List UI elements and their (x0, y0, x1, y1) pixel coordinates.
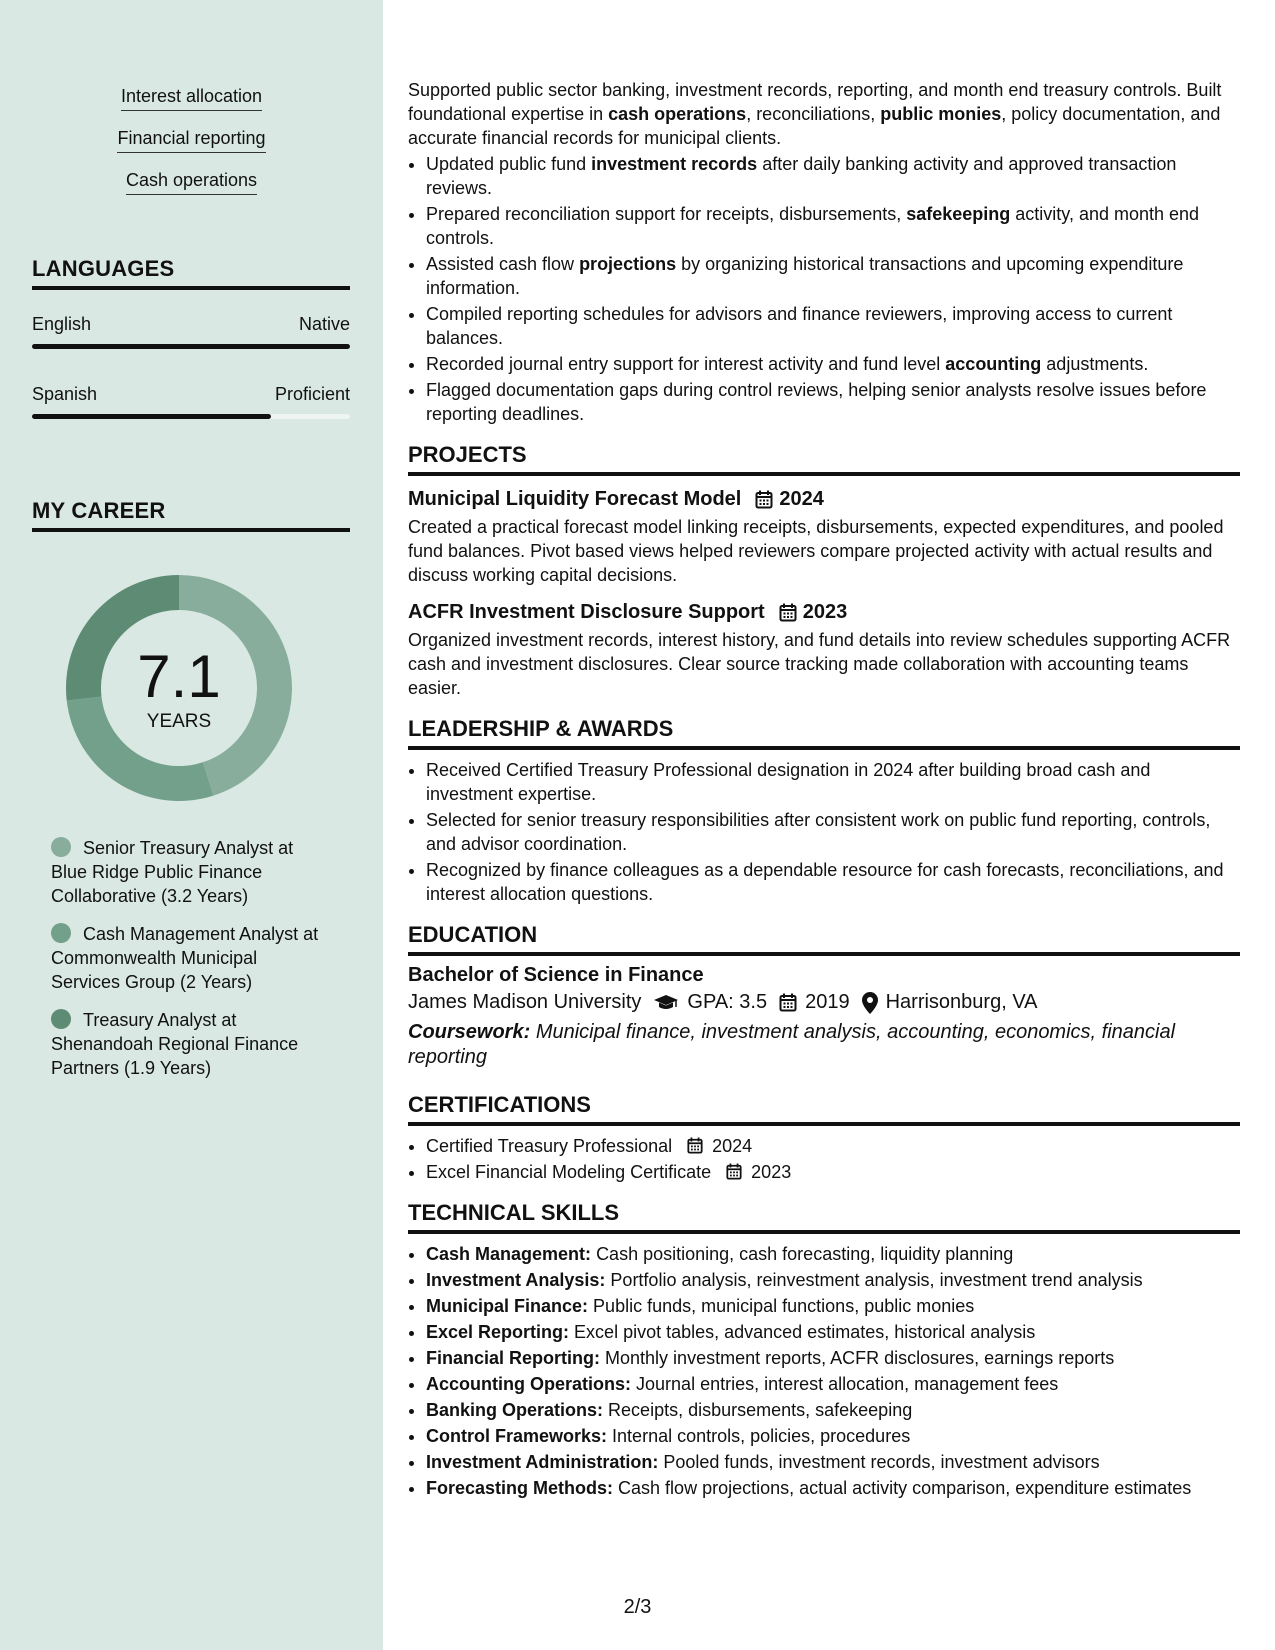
degree-title: Bachelor of Science in Finance (408, 964, 704, 986)
skill-item (426, 1242, 1240, 1266)
career-item-text: Cash Management Analyst at Commonwealth Municipal Services Group (2 Years) (51, 924, 319, 992)
skill-item (426, 1398, 1240, 1422)
project-description: Organized investment records, interest history, and fund details into review schedules supporting ACFR cash and investment disclosures. Clear source tracking made collaboration with accounting teams easier. (408, 630, 1231, 698)
skill-value: Public funds, municipal functions, public monies (593, 1296, 975, 1316)
skill-label: Municipal Finance: (426, 1296, 589, 1316)
calendar-icon (779, 603, 797, 622)
language-name: English (32, 314, 92, 334)
project-year: 2023 (802, 601, 848, 623)
legend-dot (51, 923, 71, 943)
main-content (408, 78, 1240, 1502)
skill-item (426, 1294, 1240, 1318)
location-pin-icon (862, 992, 878, 1014)
skill-value: Pooled funds, investment records, investment advisors (663, 1452, 1100, 1472)
project-year: 2024 (779, 488, 824, 510)
list-item: • Flagged documentation gaps during control reviews, helping senior analysts resolve issues before reporting deadlines. (426, 378, 1240, 426)
project-title: Municipal Liquidity Forecast Model (408, 488, 742, 510)
skill-item (426, 1320, 1240, 1344)
list-item: • Recorded journal entry support for interest activity and fund level accounting adjustments. (426, 352, 1240, 376)
list-item: • Updated public fund investment records after daily banking activity and approved transaction reviews. (426, 152, 1240, 200)
skill-label: Financial Reporting: (426, 1348, 601, 1368)
calendar-icon (726, 1163, 742, 1180)
skill-item (426, 1450, 1240, 1474)
skill-value: Excel pivot tables, advanced estimates, historical analysis (574, 1322, 1036, 1342)
technical-skills-heading: TECHNICAL SKILLS (408, 1200, 1240, 1234)
skill-tags (0, 86, 383, 212)
page-number: 2/3 (623, 1596, 652, 1618)
career-item (51, 1008, 331, 1080)
skill-tag: Interest allocation (121, 86, 262, 111)
career-donut-chart (66, 575, 292, 801)
school-location: Harrisonburg, VA (885, 991, 1038, 1013)
sidebar (0, 0, 383, 1650)
language-bar-fill (32, 344, 350, 349)
skill-item (426, 1346, 1240, 1370)
certifications-heading: CERTIFICATIONS (408, 1092, 1240, 1126)
calendar-icon (687, 1137, 703, 1154)
career-unit: YEARS (146, 711, 212, 732)
career-list (51, 836, 331, 1094)
certification-name: Excel Financial Modeling Certificate (426, 1162, 712, 1182)
language-name: Spanish (32, 384, 98, 404)
list-item: • Compiled reporting schedules for advisors and finance reviewers, improving access to current balances. (426, 302, 1240, 350)
calendar-icon (755, 490, 773, 509)
language-bar-fill (32, 414, 271, 419)
coursework-label: Coursework: (408, 1021, 531, 1043)
skill-value: Internal controls, policies, procedures (612, 1426, 911, 1446)
career-heading: MY CAREER (32, 498, 350, 532)
technical-skills-list (408, 1242, 1240, 1500)
skill-value: Cash flow projections, actual activity comparison, expenditure estimates (618, 1478, 1192, 1498)
certification-year: 2023 (751, 1162, 792, 1182)
graduation-cap-icon (653, 994, 679, 1012)
list-item: • Prepared reconciliation support for receipts, disbursements, safekeeping activity, and month end controls. (426, 202, 1240, 250)
skill-label: Excel Reporting: (426, 1322, 570, 1342)
language-bar (32, 344, 350, 349)
coursework (408, 1020, 1240, 1070)
intro-summary: Supported public sector banking, investment records, reporting, and month end treasury controls. Built foundational expertise in cash operations, reconciliations, public monies, policy documentation, and accurate financial records for municipal clients. (408, 80, 1222, 148)
certification-year: 2024 (712, 1136, 753, 1156)
leadership-list (408, 758, 1240, 906)
skill-label: Accounting Operations: (426, 1374, 632, 1394)
language-level: Native (298, 314, 350, 334)
list-item: • Recognized by finance colleagues as a dependable resource for cash forecasts, reconciliations, and interest allocation questions. (426, 858, 1240, 906)
skill-item (426, 1268, 1240, 1292)
leadership-heading: LEADERSHIP & AWARDS (408, 716, 1240, 750)
languages-heading: LANGUAGES (32, 256, 350, 290)
skill-label: Banking Operations: (426, 1400, 604, 1420)
certifications-list (408, 1134, 1240, 1184)
legend-dot (51, 837, 71, 857)
career-total: 7.1 (137, 643, 221, 710)
career-item (51, 836, 331, 908)
skill-label: Control Frameworks: (426, 1426, 608, 1446)
skill-value: Monthly investment reports, ACFR disclosures, earnings reports (605, 1348, 1115, 1368)
project-description: Created a practical forecast model linking receipts, disbursements, expected expenditures, and pooled fund balances. Pivot based views helped reviewers compare projected activity with actual results and discuss working capital decisions. (408, 517, 1224, 585)
graduation-year: 2019 (805, 991, 850, 1013)
education-heading: EDUCATION (408, 922, 1240, 956)
language-row (32, 314, 350, 335)
skill-item (426, 1424, 1240, 1448)
list-item: • Received Certified Treasury Professional designation in 2024 after building broad cash and investment expertise. (426, 758, 1240, 806)
gpa: GPA: 3.5 (687, 991, 768, 1013)
skill-label: Forecasting Methods: (426, 1478, 614, 1498)
skill-value: Portfolio analysis, reinvestment analysis, investment trend analysis (610, 1270, 1143, 1290)
project-title: ACFR Investment Disclosure Support (408, 601, 765, 623)
career-item-text: Senior Treasury Analyst at Blue Ridge Public Finance Collaborative (3.2 Years) (51, 838, 294, 906)
certification-name: Certified Treasury Professional (426, 1136, 673, 1156)
skill-tag: Cash operations (126, 170, 257, 195)
skill-item (426, 1372, 1240, 1396)
skill-value: Cash positioning, cash forecasting, liquidity planning (596, 1244, 1014, 1264)
skill-label: Investment Administration: (426, 1452, 659, 1472)
skill-value: Journal entries, interest allocation, management fees (636, 1374, 1059, 1394)
education-details (408, 991, 1240, 1014)
skill-value: Receipts, disbursements, safekeeping (608, 1400, 913, 1420)
certification-item (426, 1160, 1240, 1184)
school-name: James Madison University (408, 991, 642, 1013)
coursework-text: Municipal finance, investment analysis, accounting, economics, financial reporting (408, 1021, 1176, 1068)
projects-heading: PROJECTS (408, 442, 1240, 476)
language-bar (32, 414, 350, 419)
list-item: • Selected for senior treasury responsibilities after consistent work on public fund reporting, controls, and advisor coordination. (426, 808, 1240, 856)
project-title-row (408, 601, 1240, 624)
calendar-icon (779, 993, 797, 1012)
career-item (51, 922, 331, 994)
certification-item (426, 1134, 1240, 1158)
skill-item (426, 1476, 1240, 1500)
project-title-row (408, 488, 1240, 511)
list-item: • Assisted cash flow projections by organizing historical transactions and upcoming expenditure information. (426, 252, 1240, 300)
skill-label: Investment Analysis: (426, 1270, 606, 1290)
career-item-text: Treasury Analyst at Shenandoah Regional Finance Partners (1.9 Years) (51, 1010, 299, 1078)
skill-label: Cash Management: (426, 1244, 592, 1264)
legend-dot (51, 1009, 71, 1029)
skill-tag: Financial reporting (117, 128, 265, 153)
language-row (32, 384, 350, 405)
language-level: Proficient (274, 384, 350, 404)
intro-bullets (408, 152, 1240, 426)
